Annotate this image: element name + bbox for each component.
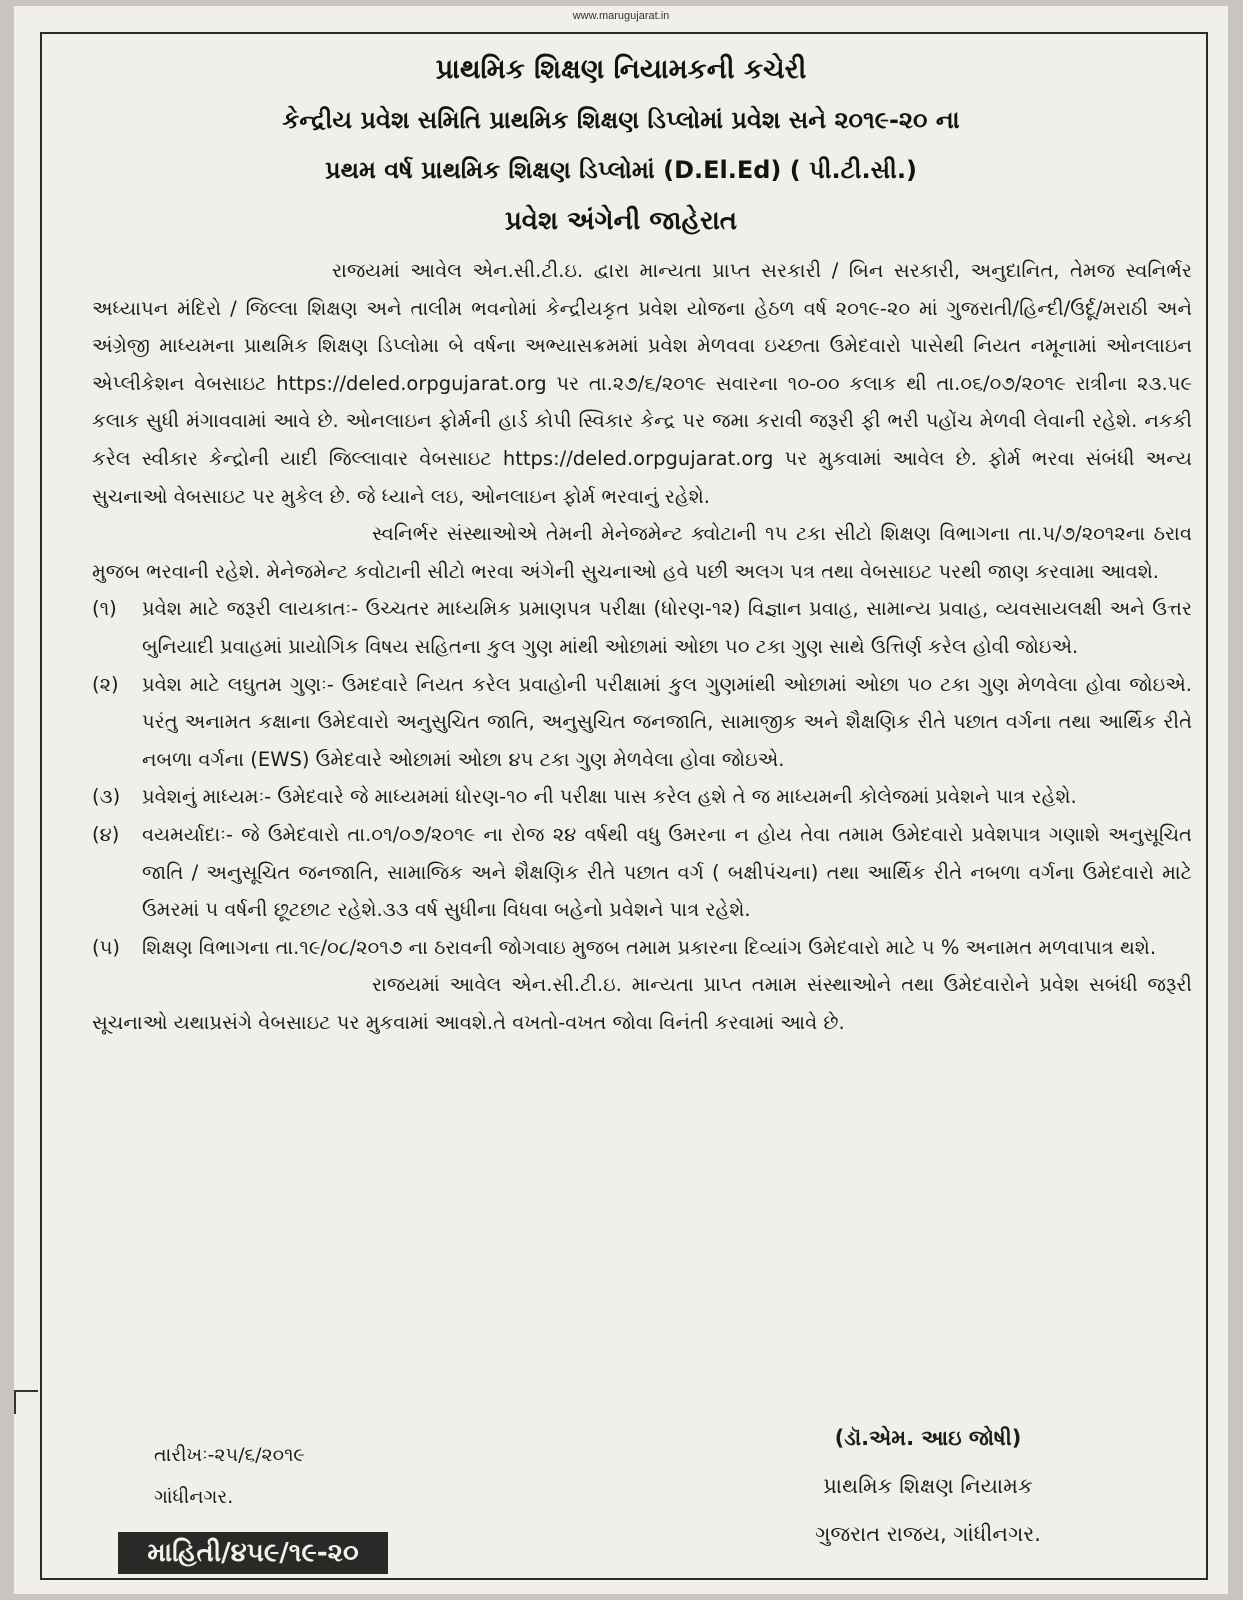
signatory-office: ગુજરાત રાજય, ગાંધીનગર. [815,1522,1041,1546]
item-text: વયમર્યાદાઃ- જે ઉમેદવારો તા.૦૧/૦૭/૨૦૧૯ ના રોજ ૨૪ વર્ષથી વધુ ઉમરના ન હોય તેવા તમામ ઉમેદવારો પ્રવેશપાત્ર ગણાશે અનુસૂચિત જાતિ / અનુસૂચિત જનજાતિ, સામાજિક અને શૈક્ષણિક રીતે પછાત વર્ગ ( બક્ષીપંચના) તથા આર્થિક રીતે નબળા વર્ગના ઉમેદવારો માટે ઉમરમાં ૫ વર્ષની છૂટછાટ રહેશે.૩૩ વર્ષ સુધીના વિધવા બહેનો પ્રવેશને પાત્ર રહેશે. [142,822,1192,922]
committee-heading: કેન્દ્રીય પ્રવેશ સમિતિ પ્રાથમિક શિક્ષણ ડિપ્લોમાં પ્રવેશ સને ૨૦૧૯-૨૦ ના [282,106,960,134]
item-number: (૫) [92,935,121,959]
office-heading: પ્રાથમિક શિક્ષણ નિયામકની કચેરી [435,54,807,85]
item-number: (૧) [92,597,117,621]
list-item [92,816,1192,929]
item-number: (૩) [92,785,121,809]
item-text: પ્રવેશનું માધ્યમઃ- ઉમેદવારે જે માધ્યમમાં ધોરણ-૧૦ ની પરીક્ષા પાસ કરેલ હશે તે જ માધ્યમની કોલેજમાં પ્રવેશને પાત્ર રહેશે. [142,785,1077,809]
notice-title: પ્રવેશ અંગેની જાહેરાત [504,206,738,236]
list-item [92,929,1192,967]
issue-date: તારીખઃ-૨૫/૬/૨૦૧૯ [154,1444,305,1466]
item-number: (૪) [92,822,120,846]
notice-page [14,6,1228,1594]
item-text: શિક્ષણ વિભાગના તા.૧૯/૦૮/૨૦૧૭ ના ઠરાવની જોગવાઇ મુજબ તમામ પ્રકારના દિવ્યાંગ ઉમેદવારો માટે ૫ % અનામત મળવાપાત્ર થશે. [142,935,1157,959]
signatory-designation: પ્રાથમિક શિક્ષણ નિયામક [823,1474,1033,1498]
intro-paragraph: રાજયમાં આવેલ એન.સી.ટી.ઇ. દ્વારા માન્યતા પ્રાપ્ત સરકારી / બિન સરકારી, અનુદાનિત, તેમજ સ્વનિર્ભર અધ્યાપન મંદિરો / જિલ્લા શિક્ષણ અને તાલીમ ભવનોમાં કેન્દ્રીયકૃત પ્રવેશ યોજના હેઠળ વર્ષ ૨૦૧૯-૨૦ માં ગુજરાતી/હિન્દી/ઉર્દૂ/મરાઠી અને અંગ્રેજી માધ્યમના પ્રાથમિક શિક્ષણ ડિપ્લોમા બે વર્ષના અભ્યાસક્રમમાં પ્રવેશ મેળવવા ઇચ્છતા ઉમેદવારો પાસેથી નિયત નમૂનામાં ઓનલાઇન એપ્લીકેશન વેબસાઇટ https://deled.orpgujarat.org પર તા.૨૭/૬/૨૦૧૯ સવારના ૧૦-૦૦ કલાક થી તા.૦૬/૦૭/૨૦૧૯ રાત્રીના ૨૩.૫૯ કલાક સુધી મંગાવવામાં આવે છે. ઓનલાઇન ફોર્મની હાર્ડ કોપી સ્વિકાર કેન્દ્ર પર જમા કરાવી જરૂરી ફી ભરી પહોંચ મેળવી લેવાની રહેશે. નકકી કરેલ સ્વીકાર કેન્દ્રોની યાદી જિલ્લાવાર વેબસાઇટ https://deled.orpgujarat.org પર મુકવામાં આવેલ છે. ફોર્મ ભરવા સંબંધી અન્ય સુચનાઓ વેબસાઇટ પર મુકેલ છે. જે ધ્યાને લઇ, ઓનલાઇન ફોર્મ ભરવાનું રહેશે. [92,259,1192,508]
item-text: પ્રવેશ માટે લઘુતમ ગુણઃ- ઉમદવારે નિયત કરેલ પ્રવાહોની પરીક્ષામાં કુલ ગુણમાંથી ઓછામાં ઓછા ૫૦ ટકા ગુણ મેળવેલા હોવા જોઇએ. પરંતુ અનામત કક્ષાના ઉમેદવારો અનુસુચિત જાતિ, અનુસુચિત જનજાતિ, સામાજીક અને શૈક્ષણિક રીતે પછાત વર્ગના તથા આર્થિક રીતે નબળા વર્ગના (EWS) ઉમેદવારે ઓછામાં ઓછા ૪૫ ટકા ગુણ મેળવેલા હોવા જોઇએ. [142,672,1192,771]
signature-block [778,1414,1078,1558]
date-place-block [154,1434,305,1518]
course-heading: પ્રથમ વર્ષ પ્રાથમિક શિક્ષણ ડિપ્લોમાં (D.El.Ed) ( પી.ટી.સી.) [325,156,917,184]
item-text: પ્રવેશ માટે જરૂરી લાયકાતઃ- ઉચ્ચતર માધ્યમિક પ્રમાણપત્ર પરીક્ષા (ધોરણ-૧૨) વિજ્ઞાન પ્રવાહ, સામાન્ય પ્રવાહ, વ્યવસાયલક્ષી અને ઉત્તર બુનિયાદી પ્રવાહમાં પ્રાયોગિક વિષય સહિતના કુલ ગુણ માંથી ઓછામાં ઓછા ૫૦ ટકા ગુણ સાથે ઉત્તિર્ણ કરેલ હોવી જોઇએ. [142,597,1192,658]
list-item [92,590,1192,665]
list-item [92,778,1192,816]
website-watermark: www.marugujarat.in [572,10,670,22]
notice-body [92,252,1192,1041]
closing-paragraph: રાજયમાં આવેલ એન.સી.ટી.ઇ. માન્યતા પ્રાપ્ત તમામ સંસ્થાઓને તથા ઉમેદવારોને પ્રવેશ સબંધી જરૂરી સૂચનાઓ યથાપ્રસંગે વેબસાઇટ પર મુકવામાં આવશે.તે વખતો-વખત જોવા વિનંતી કરવામાં આવે છે. [92,973,1192,1034]
management-quota-paragraph: સ્વનિર્ભર સંસ્થાઓએ તેમની મેનેજમેન્ટ ક્વોટાની ૧૫ ટકા સીટો શિક્ષણ વિભાગના તા.૫/૭/૨૦૧૨ના ઠરાવ મુજબ ભરવાની રહેશે. મેનેજમેન્ટ કવોટાની સીટો ભરવા અંગેની સુચનાઓ હવે પછી અલગ પત્ર તથા વેબસાઇટ પરથી જાણ કરવામા આવશે. [92,522,1192,583]
release-number-badge: માહિતી/૪૫૯/૧૯-૨૦ [118,1532,388,1574]
item-number: (૨) [92,672,119,696]
list-item [92,666,1192,779]
issue-place: ગાંધીનગર. [154,1486,234,1508]
page-corner-mark [14,1390,38,1414]
signatory-name: (ડૉ.એમ. આઇ જોષી) [834,1426,1022,1450]
